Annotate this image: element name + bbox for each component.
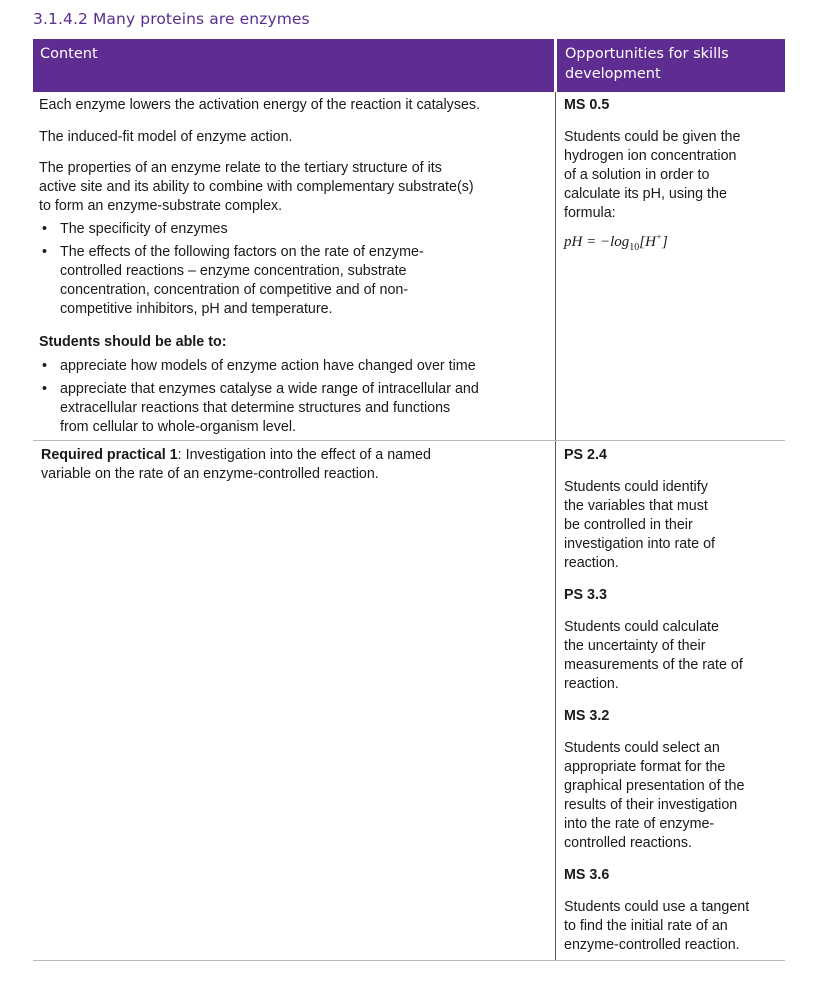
list-item [39, 243, 549, 319]
text-line: investigation into rate of [564, 536, 716, 552]
formula-subscript: 10 [629, 242, 640, 253]
text-line: Students could use a tangent [564, 899, 750, 915]
students-able-heading: Students should be able to: [39, 334, 227, 350]
section-title: 3.1.4.2 Many proteins are enzymes [33, 10, 310, 28]
text-line: results of their investigation [564, 797, 738, 813]
text-line: : Investigation into the effect of a named [177, 447, 431, 463]
ph-formula [564, 232, 668, 253]
skill-code-ms32: MS 3.2 [564, 708, 610, 724]
table-bottom-rule [33, 960, 785, 961]
text-line: concentration, concentration of competitive and of non- [60, 282, 409, 298]
text-line: be controlled in their [564, 517, 693, 533]
text-line: • appreciate that enzymes catalyse a wide range of intracellular and [60, 381, 479, 397]
text-line: • The effects of the following factors on the rate of enzyme- [60, 244, 424, 260]
content-para-induced-fit: The induced-fit model of enzyme action. [39, 129, 293, 145]
skill-code-ps24: PS 2.4 [564, 447, 607, 463]
list-item [39, 380, 554, 437]
skills-header-line1: Opportunities for skills [565, 46, 729, 62]
formula-superscript: + [655, 232, 662, 242]
required-practical-text [41, 446, 431, 484]
text-line: to find the initial rate of an [564, 918, 728, 934]
content-factors-list [39, 220, 549, 323]
skill-text-ms36 [564, 898, 749, 955]
text-line: the uncertainty of their [564, 638, 706, 654]
text-line: the variables that must [564, 498, 708, 514]
skill-text-ms32 [564, 739, 744, 853]
text-line: measurements of the rate of [564, 657, 743, 673]
formula-bracket-close: ] [662, 234, 668, 250]
text-line: into the rate of enzyme- [564, 816, 715, 832]
text-line: competitive inhibitors, pH and temperature. [60, 301, 333, 317]
skills-header-line2: development [565, 66, 661, 82]
text-line: formula: [564, 205, 616, 221]
list-item [39, 357, 554, 376]
text-line: Students could identify [564, 479, 708, 495]
required-practical-label: Required practical 1 [41, 447, 178, 463]
text-line: appropriate format for the [564, 759, 726, 775]
content-column-header: Content [33, 39, 554, 92]
text-line: • appreciate how models of enzyme action have changed over time [60, 358, 476, 374]
skills-column-header [557, 39, 785, 92]
text-line: Students could select an [564, 740, 720, 756]
text-line: The properties of an enzyme relate to the tertiary structure of its [39, 160, 442, 176]
text-line: graphical presentation of the [564, 778, 745, 794]
skill-code-ms05: MS 0.5 [564, 97, 610, 113]
column-divider [555, 92, 556, 960]
skill-text-ps33 [564, 618, 743, 694]
text-line: reaction. [564, 555, 619, 571]
skill-text-ms05 [564, 128, 740, 223]
text-line: hydrogen ion concentration [564, 148, 737, 164]
text-line: of a solution in order to [564, 167, 710, 183]
text-line: active site and its ability to combine with complementary substrate(s) [39, 179, 474, 195]
text-line: controlled reactions. [564, 835, 692, 851]
text-line: reaction. [564, 676, 619, 692]
text-line: from cellular to whole-organism level. [60, 419, 296, 435]
skill-code-ps33: PS 3.3 [564, 587, 607, 603]
text-line: Students could be given the [564, 129, 741, 145]
text-line: enzyme-controlled reaction. [564, 937, 740, 953]
content-para-activation-energy: Each enzyme lowers the activation energy of the reaction it catalyses. [39, 97, 481, 113]
text-line: variable on the rate of an enzyme-controlled reaction. [41, 466, 379, 482]
formula-bracket-open: [H [639, 234, 656, 250]
text-line: extracellular reactions that determine structures and functions [60, 400, 451, 416]
students-able-list [39, 357, 554, 441]
skill-code-ms36: MS 3.6 [564, 867, 610, 883]
text-line: • The specificity of enzymes [60, 221, 228, 237]
text-line: controlled reactions – enzyme concentration, substrate [60, 263, 407, 279]
list-item [39, 220, 549, 239]
text-line: Students could calculate [564, 619, 719, 635]
text-line: calculate its pH, using the [564, 186, 727, 202]
text-line: to form an enzyme-substrate complex. [39, 198, 283, 214]
skill-text-ps24 [564, 478, 715, 573]
content-para-properties [39, 159, 474, 216]
formula-lhs: pH = −log [564, 234, 630, 250]
